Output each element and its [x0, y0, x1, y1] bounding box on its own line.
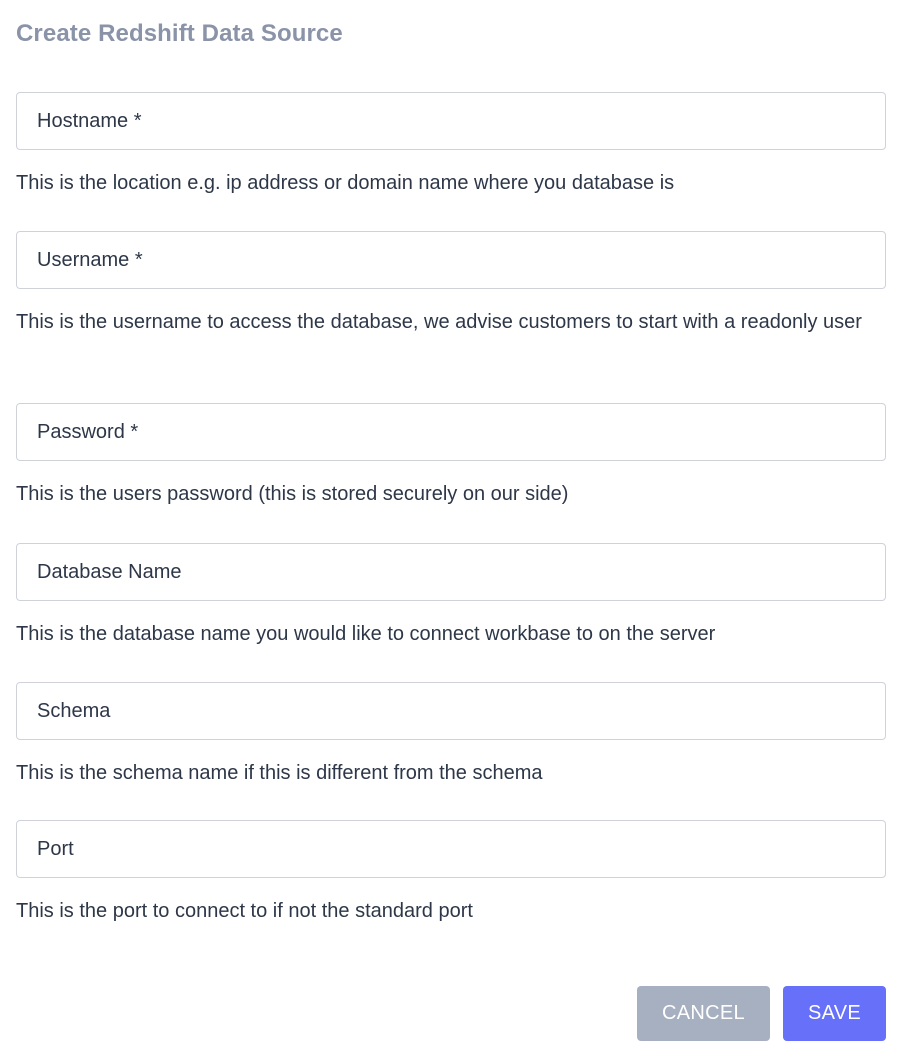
username-field-group — [16, 231, 886, 339]
page-title: Create Redshift Data Source — [16, 20, 343, 47]
database-name-input[interactable] — [16, 543, 886, 601]
schema-help-text: This is the schema name if this is different from the schema — [16, 762, 543, 784]
password-input[interactable] — [16, 403, 886, 461]
form-actions — [637, 986, 886, 1041]
schema-input[interactable] — [16, 682, 886, 740]
hostname-field-group — [16, 92, 886, 200]
hostname-input[interactable] — [16, 92, 886, 150]
database-name-field-group — [16, 543, 886, 651]
save-button[interactable]: SAVE — [783, 986, 886, 1041]
port-help-text: This is the port to connect to if not the standard port — [16, 900, 473, 922]
username-help-text: This is the username to access the database, we advise customers to start with a readonly user — [16, 311, 862, 333]
schema-field-group — [16, 682, 886, 790]
password-help-text: This is the users password (this is stored securely on our side) — [16, 483, 569, 505]
port-field-group — [16, 820, 886, 928]
hostname-help-text: This is the location e.g. ip address or domain name where you database is — [16, 172, 675, 194]
username-input[interactable] — [16, 231, 886, 289]
port-input[interactable] — [16, 820, 886, 878]
database-name-help-text: This is the database name you would like to connect workbase to on the server — [16, 623, 716, 645]
cancel-button[interactable]: CANCEL — [637, 986, 770, 1041]
password-field-group — [16, 403, 886, 511]
